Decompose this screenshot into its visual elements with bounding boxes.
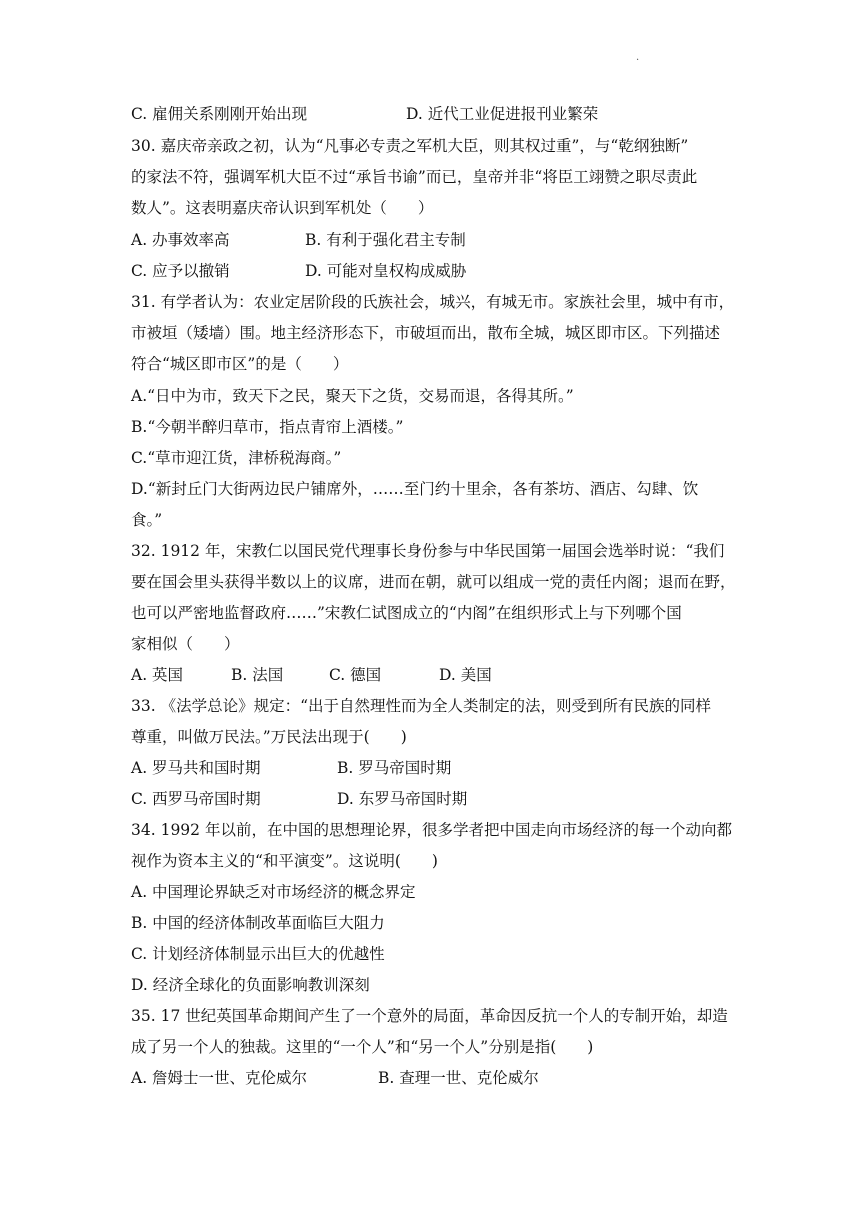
header-mark: . — [636, 52, 640, 63]
q35-stem-line-2: 成了另一个人的独裁。这里的“一个人”和“另一个人”分别是指( ) — [131, 1038, 594, 1056]
q34-stem-line-1: 34. 1992 年以前，在中国的思想理论界，很多学者把中国走向市场经济的每一个动向都 — [131, 821, 732, 839]
q31-stem-line-1: 31. 有学者认为：农业定居阶段的氏族社会，城兴，有城无市。家族社会里，城中有市， — [131, 293, 735, 311]
q30-option-a[interactable]: A. 办事效率高 — [131, 231, 230, 249]
q30-option-d[interactable]: D. 可能对皇权构成威胁 — [305, 262, 467, 280]
q31-stem-line-3: 符合“城区即市区”的是（ ） — [131, 355, 349, 373]
q30-option-c[interactable]: C. 应予以撤销 — [131, 262, 230, 280]
q34-option-d[interactable]: D. 经济全球化的负面影响教训深刻 — [131, 976, 370, 994]
q34-option-c[interactable]: C. 计划经济体制显示出巨大的优越性 — [131, 945, 385, 963]
q32-stem-line-4: 家相似（ ） — [131, 635, 240, 653]
q32-stem-line-3: 也可以严密地监督政府……”宋教仁试图成立的“内阁”在组织形式上与下列哪个国 — [131, 604, 682, 622]
q34-option-b[interactable]: B. 中国的经济体制改革面临巨大阻力 — [131, 914, 385, 932]
q33-option-b[interactable]: B. 罗马帝国时期 — [337, 759, 452, 777]
q30-stem-line-2: 的家法不符，强调军机大臣不过“承旨书谕”而已，皇帝并非“将臣工翊赞之职尽责此 — [131, 168, 698, 186]
q35-stem-line-1: 35. 17 世纪英国革命期间产生了一个意外的局面，革命因反抗一个人的专制开始，却造 — [131, 1007, 728, 1025]
q32-option-b[interactable]: B. 法国 — [231, 666, 284, 684]
q29-option-c[interactable]: C. 雇佣关系刚刚开始出现 — [131, 105, 308, 123]
q34-option-a[interactable]: A. 中国理论界缺乏对市场经济的概念界定 — [131, 883, 416, 901]
q32-stem-line-2: 要在国会里头获得半数以上的议席，进而在朝，就可以组成一党的责任内阁；退而在野， — [131, 573, 736, 591]
q31-option-a[interactable]: A.“日中为市，致天下之民，聚天下之货，交易而退，各得其所。” — [131, 387, 574, 405]
q33-stem-line-1: 33. 《法学总论》规定：“出于自然理性而为全人类制定的法，则受到所有民族的同样 — [131, 697, 712, 715]
q32-option-d[interactable]: D. 美国 — [439, 666, 492, 684]
q33-option-d[interactable]: D. 东罗马帝国时期 — [337, 790, 468, 808]
q34-stem-line-2: 视作为资本主义的“和平演变”。这说明( ) — [131, 852, 438, 870]
q29-option-d[interactable]: D. 近代工业促进报刊业繁荣 — [406, 105, 599, 123]
q33-option-a[interactable]: A. 罗马共和国时期 — [131, 759, 261, 777]
q35-option-b[interactable]: B. 查理一世、克伦威尔 — [378, 1069, 539, 1087]
q33-stem-line-2: 尊重，叫做万民法。”万民法出现于( ) — [131, 728, 407, 746]
q30-option-b[interactable]: B. 有利于强化君主专制 — [305, 231, 466, 249]
q31-option-d-line-1[interactable]: D.“新封丘门大街两边民户铺席外，……至门约十里余，各有茶坊、酒店、勾肆、饮 — [131, 480, 699, 498]
q31-option-c[interactable]: C.“草市迎江货，津桥税海商。” — [131, 449, 342, 467]
q31-option-d-line-2[interactable]: 食。” — [131, 511, 163, 529]
q30-stem-line-1: 30. 嘉庆帝亲政之初，认为“凡事必专责之军机大臣，则其权过重”，与“乾纲独断” — [131, 137, 689, 155]
q30-stem-line-3: 数人”。这表明嘉庆帝认识到军机处（ ） — [131, 199, 434, 217]
q33-option-c[interactable]: C. 西罗马帝国时期 — [131, 790, 261, 808]
q31-option-b[interactable]: B.“今朝半醉归草市，指点青帘上酒楼。” — [131, 418, 404, 436]
q31-stem-line-2: 市被垣（矮墙）围。地主经济形态下，市破垣而出，散布全城，城区即市区。下列描述 — [131, 324, 721, 342]
q32-option-c[interactable]: C. 德国 — [329, 666, 382, 684]
q32-stem-line-1: 32. 1912 年，宋教仁以国民党代理事长身份参与中华民国第一届国会选举时说：“我们 — [131, 542, 725, 560]
q35-option-a[interactable]: A. 詹姆士一世、克伦威尔 — [131, 1069, 308, 1087]
q32-option-a[interactable]: A. 英国 — [131, 666, 184, 684]
